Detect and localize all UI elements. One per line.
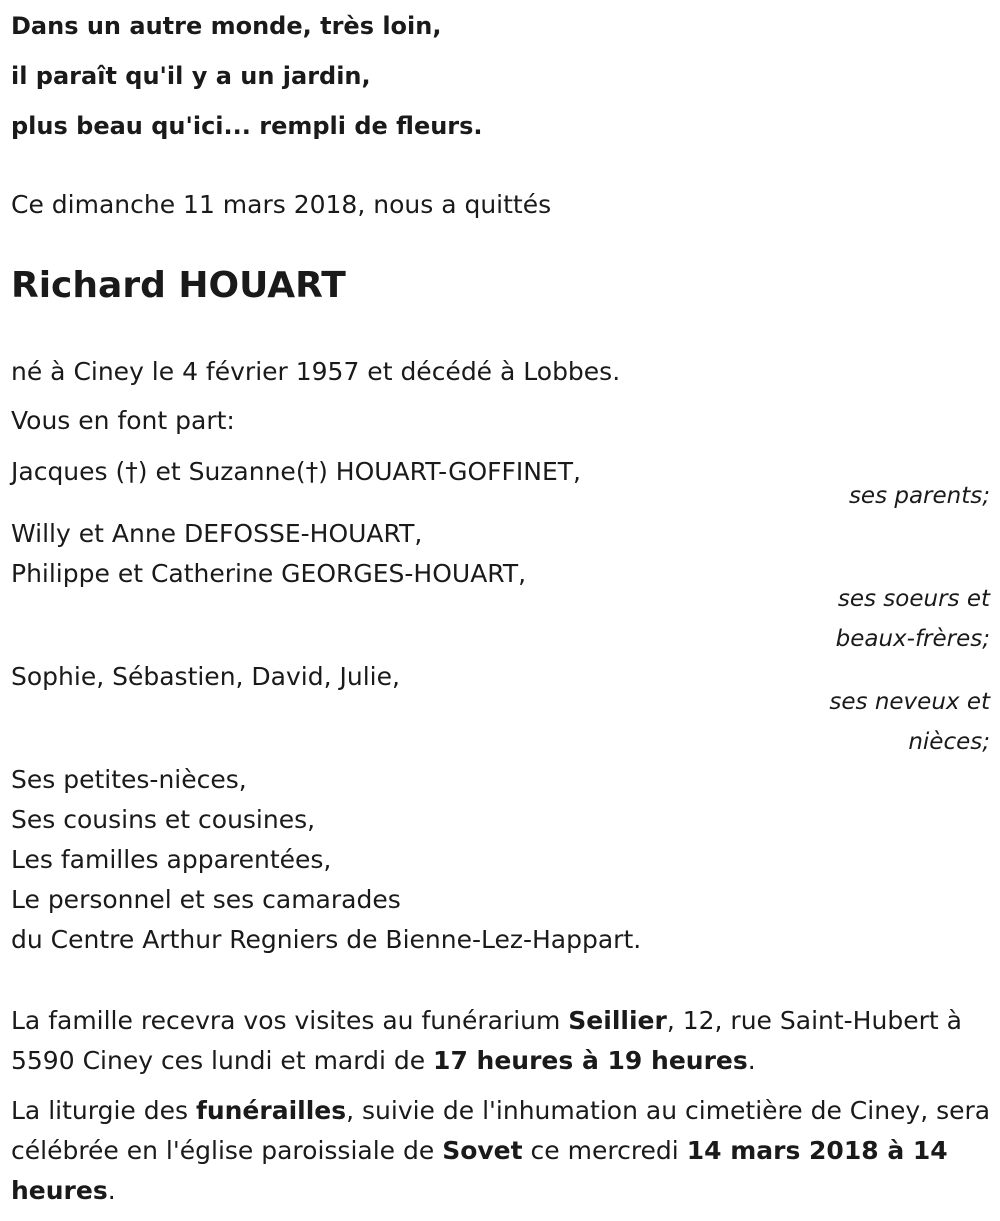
- parents-role: ses parents;: [848, 483, 990, 509]
- funeral-text: , suivie de l'inhumation au cimetière de Ciney, sera célébrée en l'église paroissiale de: [11, 1096, 991, 1165]
- visits-text: La famille recevra vos visites au funérarium: [11, 1006, 569, 1035]
- funeral-keyword: funérailles: [195, 1096, 347, 1125]
- others-line: Le personnel et ses camarades: [11, 885, 401, 914]
- siblings-role-1: ses soeurs et: [837, 586, 990, 612]
- nephews-role-1: ses neveux et: [829, 689, 990, 715]
- funeral-text: .: [107, 1176, 116, 1205]
- funeral-home-name: Seillier: [568, 1006, 667, 1035]
- others-line: Ses cousins et cousines,: [11, 805, 316, 834]
- visiting-hours: 17 heures à 19 heures: [433, 1046, 748, 1075]
- funeral-text: ce mercredi: [522, 1136, 687, 1165]
- poem-line-3: plus beau qu'ici... rempli de fleurs.: [11, 112, 483, 140]
- others-line: du Centre Arthur Regniers de Bienne-Lez-Happart.: [11, 925, 642, 954]
- siblings-role-2: beaux-frères;: [835, 626, 990, 652]
- funeral-text: La liturgie des: [11, 1096, 196, 1125]
- visits-paragraph: [11, 1001, 996, 1081]
- sibling-line-2: Philippe et Catherine GEORGES-HOUART,: [11, 559, 527, 588]
- church-location: Sovet: [442, 1136, 523, 1165]
- nephews-line: Sophie, Sébastien, David, Julie,: [11, 662, 400, 691]
- sibling-line-1: Willy et Anne DEFOSSE-HOUART,: [11, 519, 423, 548]
- others-line: Les familles apparentées,: [11, 845, 332, 874]
- deceased-name: Richard HOUART: [11, 265, 346, 306]
- funeral-datetime: 14 mars 2018 à 14 heures: [11, 1136, 948, 1205]
- announce-text: Vous en font part:: [11, 406, 235, 435]
- poem-line-1: Dans un autre monde, très loin,: [11, 12, 442, 40]
- intro-text: Ce dimanche 11 mars 2018, nous a quittés: [11, 190, 552, 219]
- visits-text: .: [747, 1046, 756, 1075]
- funeral-paragraph: [11, 1091, 996, 1211]
- nephews-role-2: nièces;: [908, 729, 990, 755]
- visits-text: , 12, rue Saint-Hubert à 5590 Ciney ces lundi et mardi de: [11, 1006, 962, 1075]
- poem-line-2: il paraît qu'il y a un jardin,: [11, 62, 371, 90]
- birth-death-text: né à Ciney le 4 février 1957 et décédé à Lobbes.: [11, 357, 621, 386]
- parents-line: Jacques (†) et Suzanne(†) HOUART-GOFFINET,: [11, 457, 582, 486]
- others-line: Ses petites-nièces,: [11, 765, 247, 794]
